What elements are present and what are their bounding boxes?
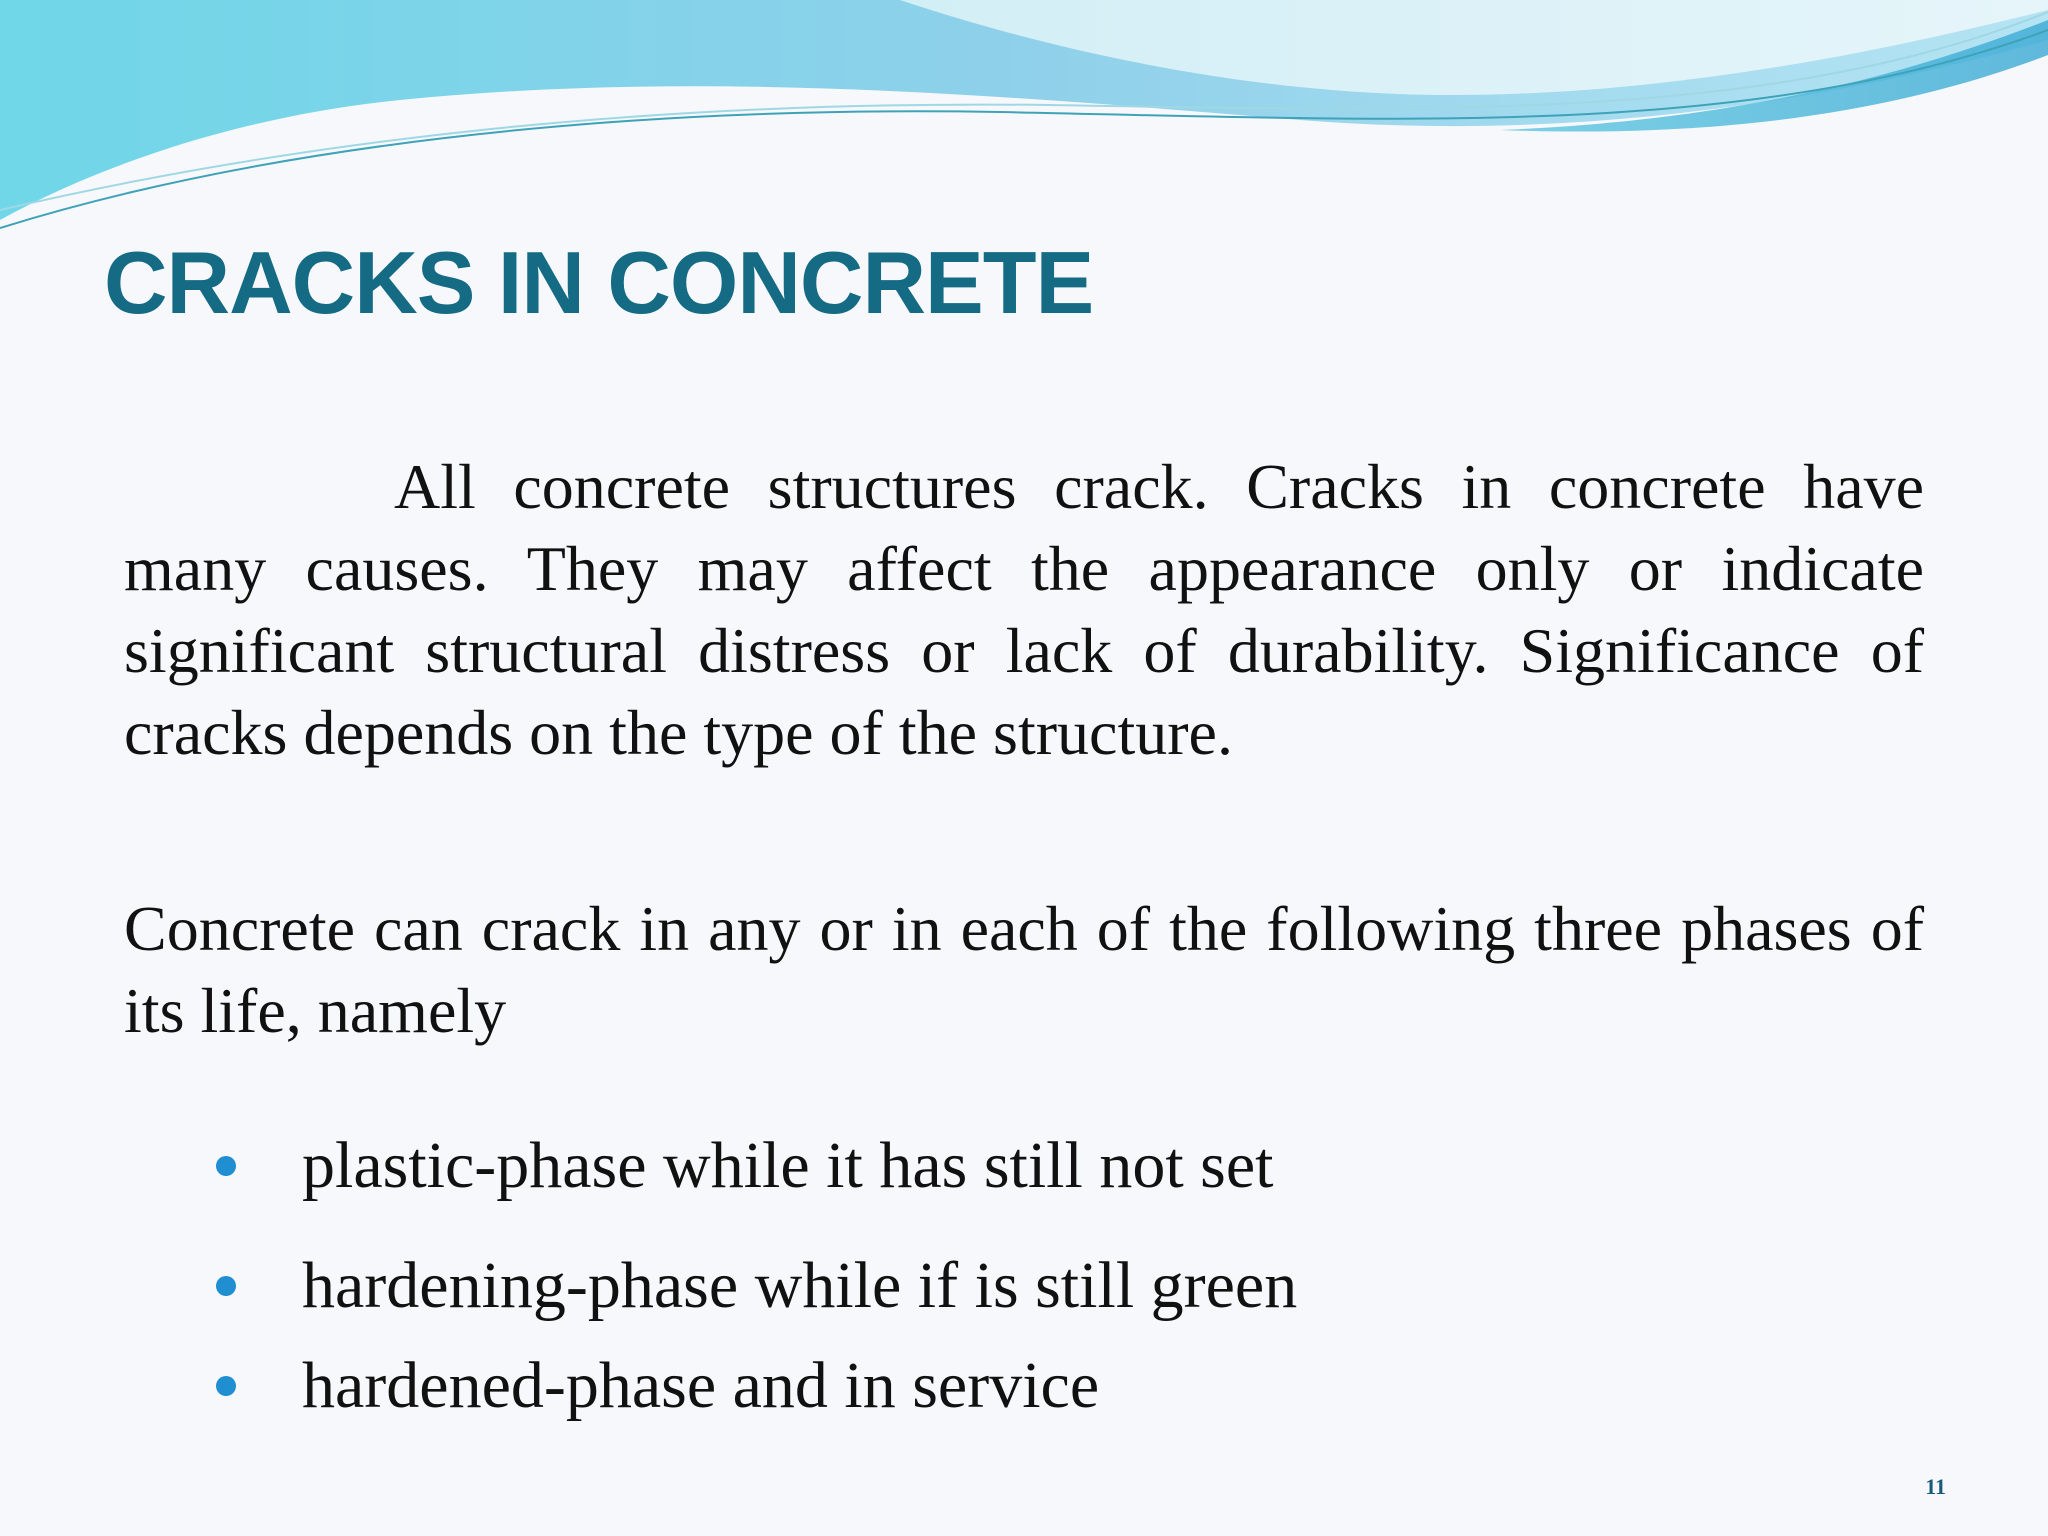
bullet-dot-icon (216, 1376, 236, 1396)
slide-title: CRACKS IN CONCRETE (104, 233, 1094, 332)
header-wave-decoration (0, 0, 2048, 240)
list-item (210, 1124, 1297, 1244)
intro-paragraph: All concrete structures crack. Cracks in concrete have many causes. They may affect the appearance only or indicate significant structural distress or lack of durability. Significance of cracks depends on the type of the structure. (124, 451, 1924, 768)
page-number: 11 (1925, 1474, 1946, 1499)
list-item-text: hardened-phase and in service (302, 1349, 1100, 1422)
bullet-dot-icon (216, 1156, 236, 1176)
phases-paragraph: Concrete can crack in any or in each of the following three phases of its life, namely (124, 893, 1924, 1046)
list-item-text: plastic-phase while it has still not set (302, 1129, 1274, 1202)
phase-list (210, 1124, 1297, 1444)
list-item-text: hardening-phase while if is still green (302, 1249, 1298, 1322)
list-item (210, 1244, 1297, 1344)
list-item (210, 1344, 1297, 1444)
bullet-dot-icon (216, 1276, 236, 1296)
